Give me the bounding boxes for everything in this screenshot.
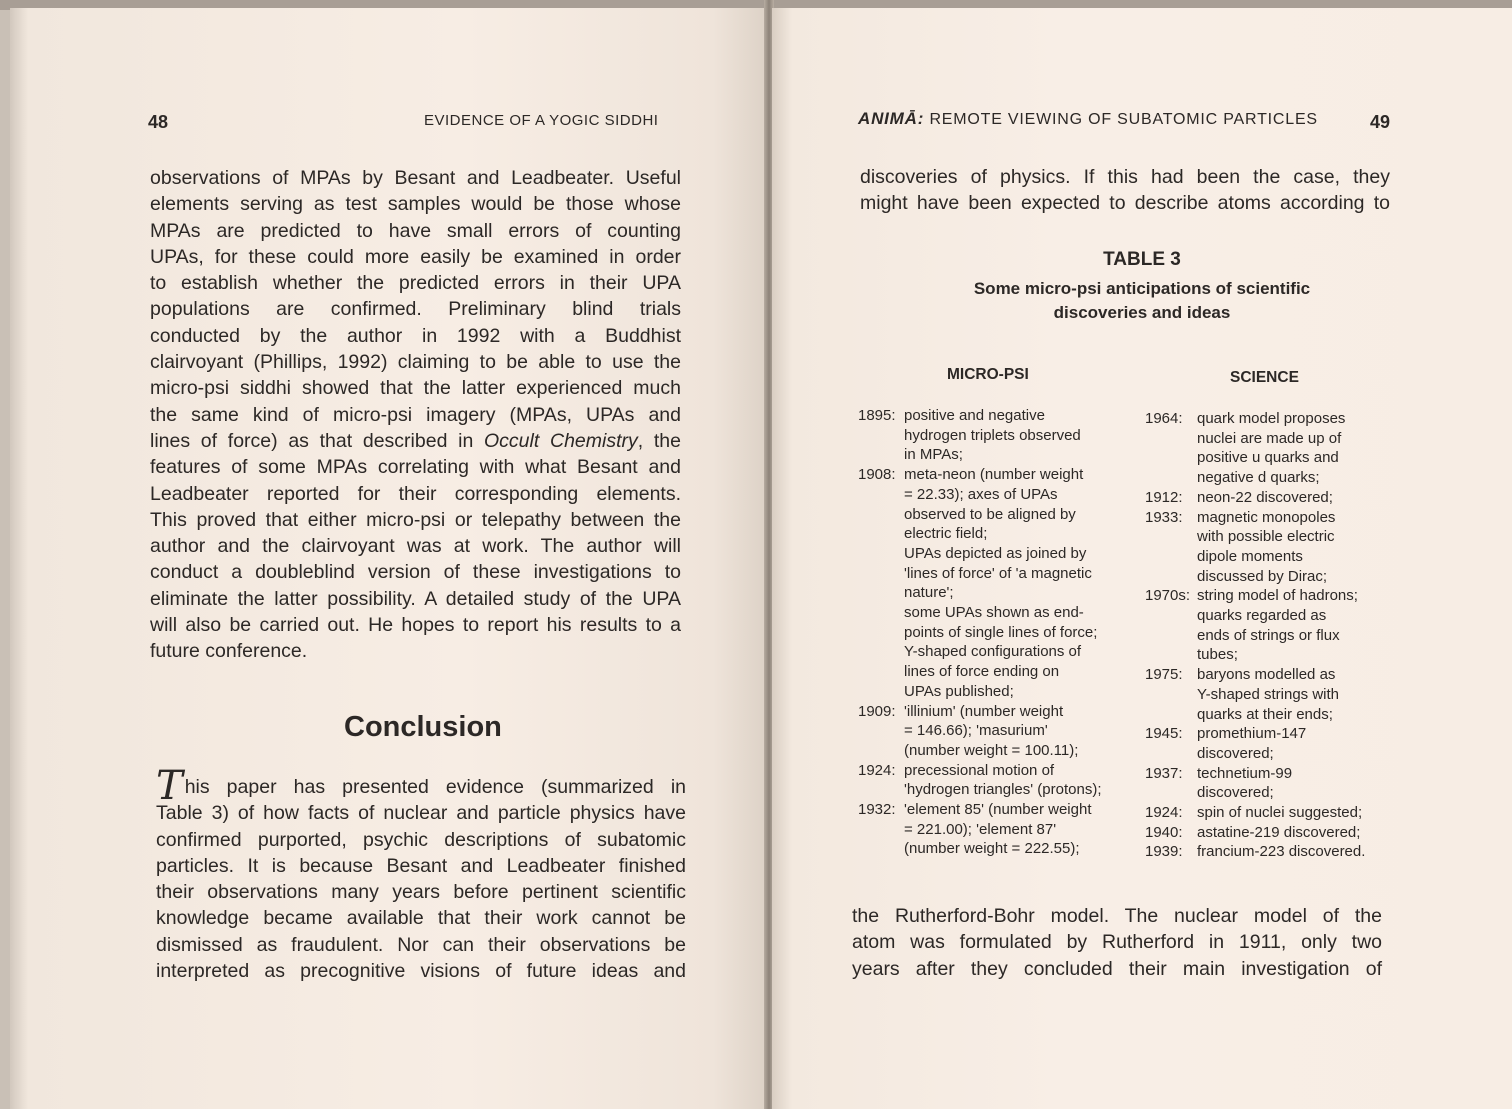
entry-text: negative d quarks; [1197,469,1320,487]
year-label [1145,645,1197,665]
table-label: TABLE 3 [1103,249,1181,270]
year-label: 1924: [858,761,896,779]
entry-text: Y-shaped strings with [1197,685,1340,703]
table-row [858,721,1102,741]
text-fragment: , the [637,429,681,452]
entry-text: some UPAs shown as end- [904,604,1084,622]
table-column-micro-psi [858,406,1102,859]
year-label [858,642,904,662]
entry-text: positive and negative [904,407,1045,424]
table-row [1145,823,1365,843]
entry-text: precessional motion of [904,761,1055,779]
year-label: 1970s: [1145,587,1191,605]
text-line: features of some MPAs correlating with what Besant and [150,456,681,479]
table-row [858,524,1102,544]
year-label [858,820,904,840]
running-header [858,109,1318,129]
year-label [1145,606,1197,626]
table-row [858,623,1102,643]
table-row [858,800,1102,820]
year-label: 1912: [1145,488,1183,506]
table-row [1145,429,1365,449]
year-label: 1895: [858,407,896,424]
text-line: might have been expected to describe atoms according to [860,192,1390,215]
drop-cap: T [156,763,183,809]
text-line: Table 3) of how facts of nuclear and particle physics have [156,802,686,825]
table-row [858,465,1102,485]
year-label [1145,527,1197,547]
year-label [858,839,904,859]
text-line: dismissed as fraudulent. Nor can their observations be [156,933,686,956]
year-label [858,721,904,741]
text-fragment: his paper has presented evidence (summarized in [184,776,686,798]
table-row [858,445,1102,465]
table-row [1145,783,1365,803]
table-row [1145,488,1365,508]
text-line: particles. It is because Besant and Leadbeater finished [156,854,686,877]
table-row [858,603,1102,623]
year-label: 1940: [1145,823,1183,841]
table-column-science [1145,409,1365,862]
text-line: discoveries of physics. If this had been the case, they [860,166,1390,188]
entry-text: tubes; [1197,646,1238,664]
year-label: 1908: [858,466,896,484]
text-line: conduct a doubleblind version of these investigations to [150,561,681,584]
text-line [150,428,681,454]
table-row [1145,527,1365,547]
table-row [1145,508,1365,528]
entry-text: (number weight = 100.11); [904,741,1079,759]
entry-text: neon-22 discovered; [1197,488,1333,506]
table-row [858,505,1102,525]
text-fragment: lines of force) as that described in [150,429,485,452]
year-label [858,524,904,544]
table-row [1145,586,1365,606]
table-row [858,564,1102,584]
table-row [1145,547,1365,567]
year-label [1145,626,1197,646]
year-label [858,662,904,682]
column-header-science: SCIENCE [1230,369,1299,386]
entry-text: = 22.33); axes of UPAs [904,485,1058,503]
year-label: 1937: [1145,764,1183,782]
table-row [858,820,1102,840]
entry-text: = 146.66); 'masurium' [904,722,1048,740]
page-number: 48 [148,112,169,132]
table-row [858,642,1102,662]
year-label: 1909: [858,702,896,720]
year-label [1145,468,1197,488]
table-row [1145,842,1365,862]
header-title: REMOTE VIEWING OF SUBATOMIC PARTICLES [929,111,1318,128]
paragraph [852,903,1382,982]
year-label [1145,783,1197,803]
entry-text: hydrogen triplets observed [904,426,1081,444]
text-line: UPAs, for these could more easily be examined in order [150,245,681,268]
table-row [858,662,1102,682]
entry-text: ends of strings or flux [1197,626,1340,644]
table-row [1145,645,1365,665]
entry-text: UPAs depicted as joined by [904,544,1087,562]
table-row [1145,803,1365,823]
entry-text: discussed by Dirac; [1197,567,1328,585]
book-title-italic: Occult Chemistry [484,429,638,452]
entry-text: promethium-147 [1197,725,1307,743]
header-title-italic: ANIMĀ: [858,109,925,128]
table-row [1145,764,1365,784]
year-label [858,445,904,465]
text-line: author and the clairvoyant was at work. The author will [150,535,681,558]
text-line [156,763,686,809]
table-row [858,583,1102,603]
year-label: 1932: [858,801,896,819]
column-header-micro-psi: MICRO-PSI [947,366,1029,383]
table-caption: discoveries and ideas [1053,303,1231,322]
year-label [1145,429,1197,449]
text-line: clairvoyant (Phillips, 1992) claiming to be able to use the [150,351,681,374]
entry-text: (number weight = 222.55); [904,840,1080,858]
entry-text: 'lines of force' of 'a magnetic [904,564,1092,582]
table-row [858,780,1102,800]
text-line: micro-psi siddhi showed that the latter experienced much [150,377,681,400]
table-row [858,426,1102,446]
text-line: confirmed purported, psychic descriptions of subatomic [156,828,686,851]
year-label: 1945: [1145,725,1183,743]
text-line: populations are confirmed. Preliminary blind trials [150,298,681,321]
table-row [1145,724,1365,744]
year-label [1145,547,1197,567]
entry-text: magnetic monopoles [1197,508,1336,526]
text-line: elements serving as test samples would be those whose [150,193,681,216]
year-label [858,603,904,623]
table-row [1145,665,1365,685]
entry-text: with possible electric [1197,528,1335,546]
year-label [1145,685,1197,705]
entry-text: francium-223 discovered. [1197,843,1366,861]
text-line: MPAs are predicted to have small errors of counting [150,219,681,242]
table-row [1145,409,1365,429]
year-label [1145,567,1197,587]
table-row [1145,567,1365,587]
text-line: conducted by the author in 1992 with a Buddhist [150,324,681,347]
year-label [858,780,904,800]
entry-text: lines of force ending on [904,663,1060,681]
table-row [858,544,1102,564]
table-row [1145,705,1365,725]
left-page [10,8,766,1109]
text-line: Leadbeater reported for their corresponding elements. [150,482,681,505]
year-label [858,583,904,603]
year-label: 1933: [1145,508,1183,526]
year-label [858,544,904,564]
entry-text: 'illinium' (number weight [904,702,1064,720]
table-row [1145,448,1365,468]
text-line: will also be carried out. He hopes to report his results to a [150,614,681,637]
table-row [858,761,1102,781]
text-line: knowledge became available that their work cannot be [156,907,686,930]
entry-text: baryons modelled as [1197,666,1336,684]
entry-text: string model of hadrons; [1197,587,1358,605]
text-line: atom was formulated by Rutherford in 1911, only two [852,931,1382,954]
page-number: 49 [1370,112,1391,132]
entry-text: quarks regarded as [1197,607,1327,625]
table-row [858,485,1102,505]
text-line: observations of MPAs by Besant and Leadbeater. Useful [150,167,681,189]
entry-text: quark model proposes [1197,410,1346,427]
entry-text: meta-neon (number weight [904,466,1084,484]
text-line: This proved that either micro-psi or telepathy between the [150,508,681,531]
entry-text: Y-shaped configurations of [904,643,1082,661]
table-row [858,682,1102,702]
section-heading: Conclusion [344,711,502,743]
entry-text: discovered; [1197,744,1274,762]
text-line: interpreted as precognitive visions of future ideas and [156,960,686,983]
table-row [858,839,1102,859]
table-row [858,406,1102,426]
table-row [1145,606,1365,626]
year-label: 1975: [1145,666,1183,684]
entry-text: = 221.00); 'element 87' [904,820,1057,838]
text-line: to establish whether the predicted errors in their UPA [150,272,681,295]
paragraph [156,763,686,984]
table-row [858,741,1102,761]
paragraph [150,165,681,665]
text-line: years after they concluded their main investigation of [852,957,1382,980]
year-label [858,741,904,761]
table-caption: Some micro-psi anticipations of scientific [973,279,1311,298]
entry-text: positive u quarks and [1197,449,1339,467]
year-label [858,564,904,584]
text-line: the same kind of micro-psi imagery (MPAs, UPAs and [150,403,681,426]
table-row [1145,685,1365,705]
entry-text: discovered; [1197,784,1274,802]
year-label [858,623,904,643]
running-header: EVIDENCE OF A YOGIC SIDDHI [424,112,659,129]
year-label [1145,448,1197,468]
table-row [1145,744,1365,764]
text-line: their observations many years before pertinent scientific [156,881,686,904]
year-label [1145,705,1197,725]
entry-text: electric field; [904,525,988,543]
year-label: 1924: [1145,804,1183,822]
entry-text: in MPAs; [904,446,963,464]
year-label: 1964: [1145,410,1183,427]
entry-text: quarks at their ends; [1197,705,1333,723]
text-line: the Rutherford-Bohr model. The nuclear model of the [852,905,1382,927]
year-label [1145,744,1197,764]
entry-text: astatine-219 discovered; [1197,823,1361,841]
table-row [1145,626,1365,646]
year-label [858,682,904,702]
entry-text: nuclei are made up of [1197,429,1342,447]
table-row [858,702,1102,722]
paragraph [860,164,1390,217]
right-page [772,8,1512,1109]
entry-text: 'element 85' (number weight [904,801,1092,819]
text-line: eliminate the latter possibility. A detailed study of the UPA [150,587,681,610]
entry-text: points of single lines of force; [904,623,1098,641]
entry-text: observed to be aligned by [904,505,1076,523]
table-row [1145,468,1365,488]
year-label [858,485,904,505]
entry-text: 'hydrogen triangles' (protons); [904,781,1102,799]
year-label: 1939: [1145,843,1183,861]
year-label [858,426,904,446]
entry-text: technetium-99 [1197,764,1293,782]
entry-text: spin of nuclei suggested; [1197,804,1363,822]
entry-text: UPAs published; [904,682,1014,700]
entry-text: nature'; [904,584,954,602]
text-line: future conference. [150,640,308,663]
year-label [858,505,904,525]
entry-text: dipole moments [1197,547,1303,565]
